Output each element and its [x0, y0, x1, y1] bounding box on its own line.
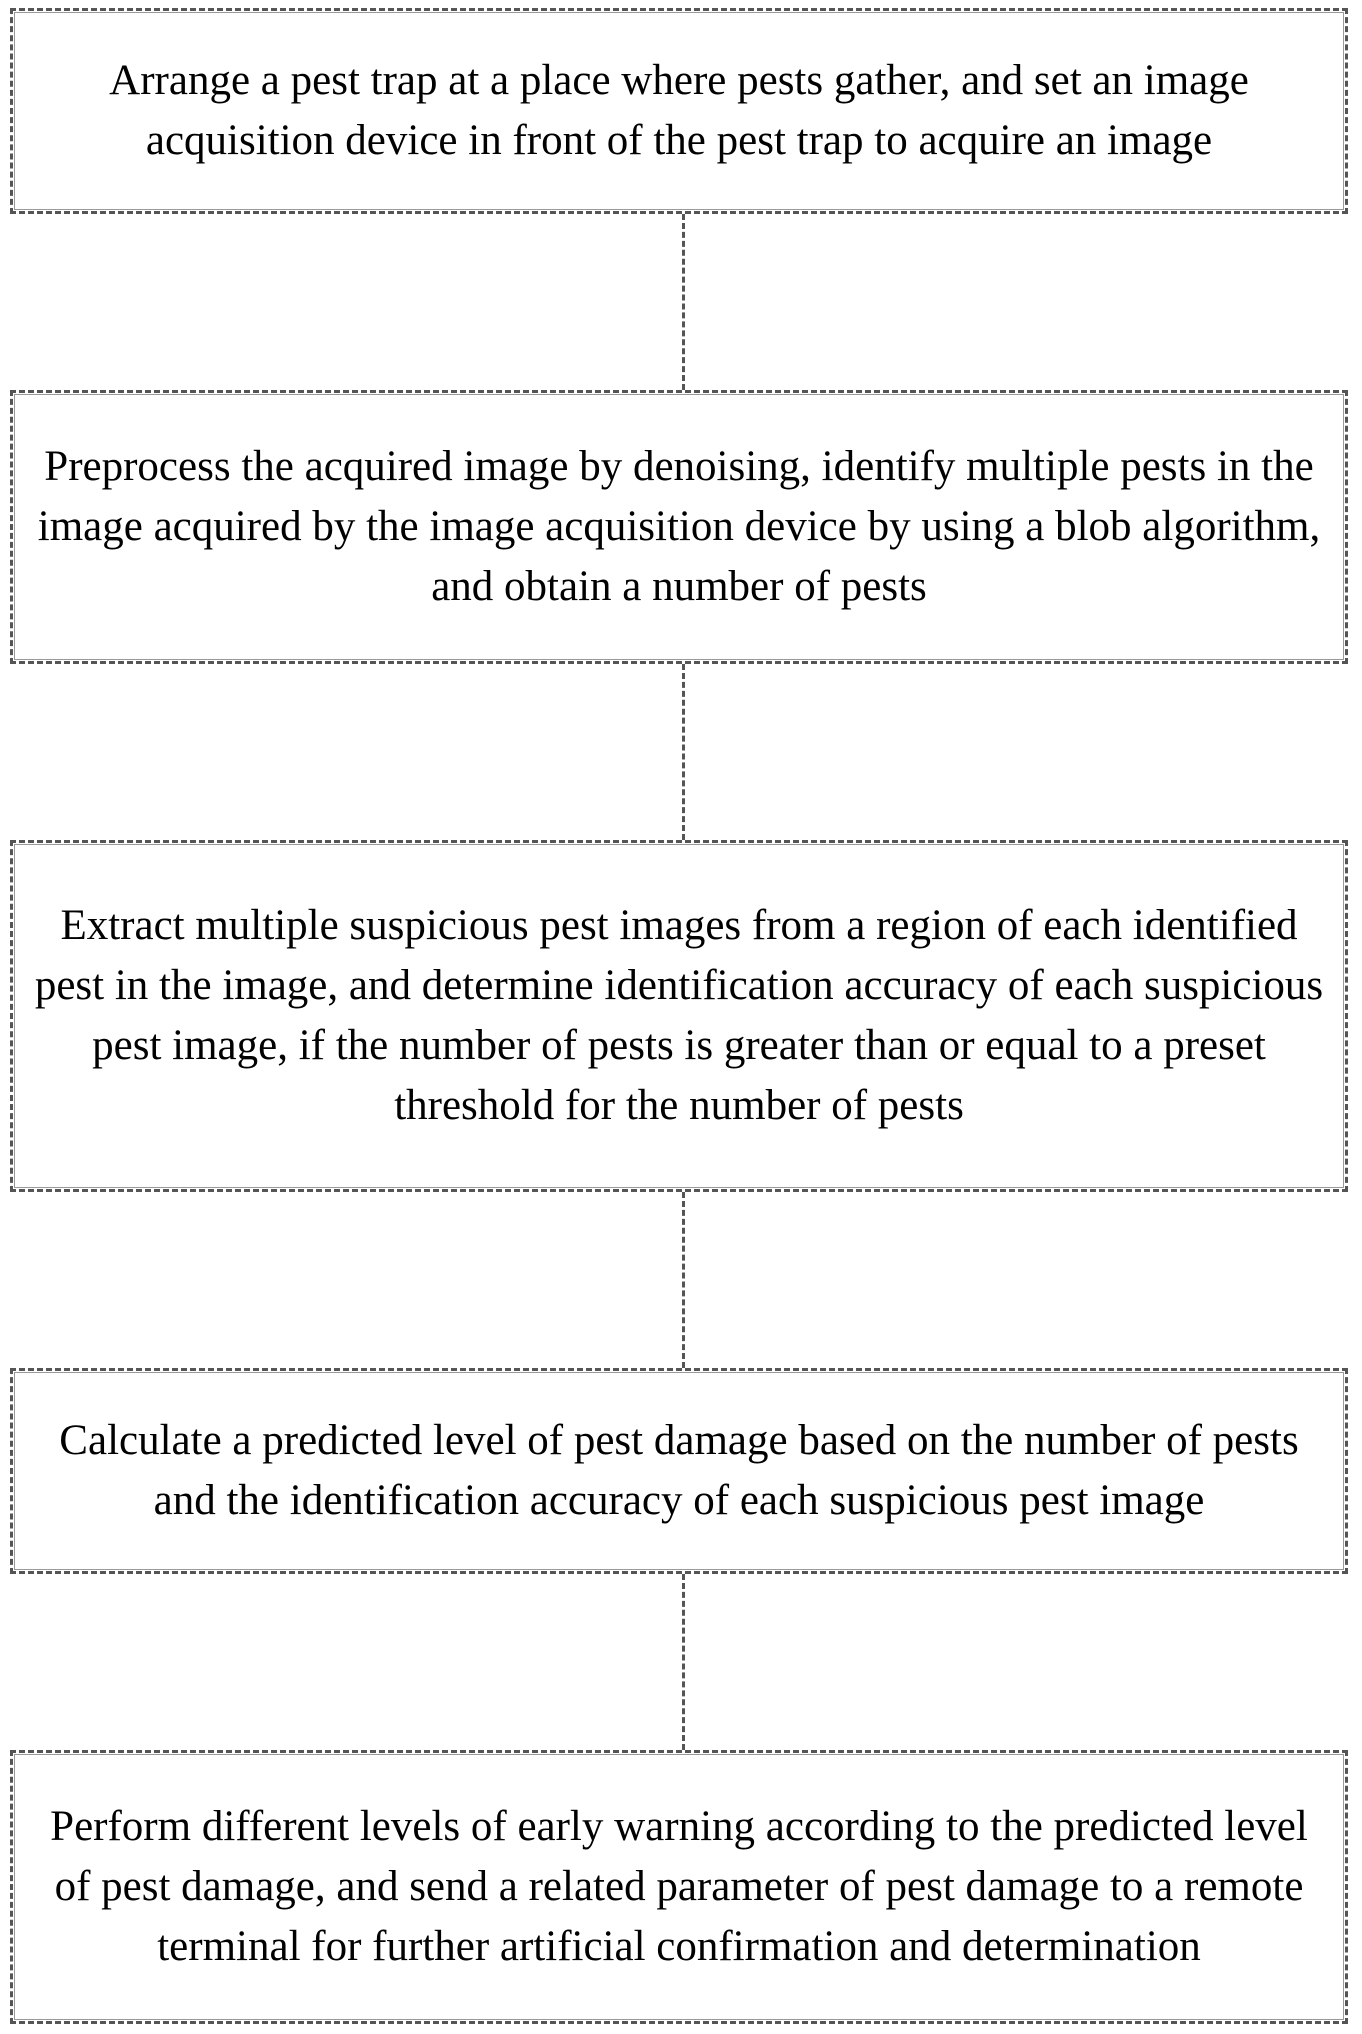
step-4-text: Calculate a predicted level of pest damage based on the number of pests and the identification accuracy of each suspicious pest image: [59, 1417, 1299, 1524]
step-5-box: [10, 1750, 1348, 2024]
connector-3-4: [682, 1192, 685, 1368]
step-5-text: Perform different levels of early warning according to the predicted level of pest damage, and send a related parameter of pest damage to a remote terminal for further artificial confirmation and determination: [50, 1803, 1308, 1970]
connector-2-3: [682, 664, 685, 840]
step-3-text: Extract multiple suspicious pest images from a region of each identified pest in the image, and determine identification accuracy of each suspicious pest image, if the number of pests is greater than or equal to a preset threshold for the number of pests: [34, 902, 1324, 1129]
step-4-box: [10, 1368, 1348, 1574]
step-1-text: Arrange a pest trap at a place where pests gather, and set an image acquisition device in front of the pest trap to acquire an image: [109, 57, 1249, 164]
step-1-box: [10, 8, 1348, 214]
connector-4-5: [682, 1574, 685, 1750]
step-2-text: Preprocess the acquired image by denoising, identify multiple pests in the image acquired by the image acquisition device by using a blob algorithm, and obtain a number of pests: [37, 443, 1321, 610]
step-3-box: [10, 840, 1348, 1192]
step-2-box: [10, 390, 1348, 664]
connector-1-2: [682, 214, 685, 390]
